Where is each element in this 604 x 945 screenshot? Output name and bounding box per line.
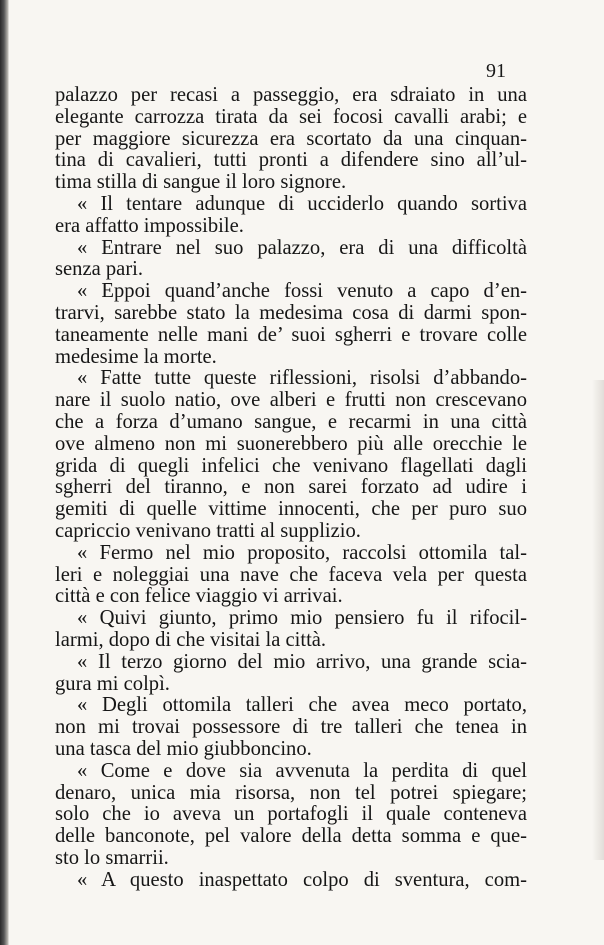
- text-line: « Quivi giunto, primo mio pensiero fu il rifocil-: [77, 607, 527, 630]
- text-line: elegante carrozza tirata da sei focosi cavalli arabi; e: [55, 105, 527, 128]
- text-line: « A questo inaspettato colpo di sventura, com-: [77, 868, 527, 891]
- text-line: delle banconote, pel valore della detta somma e que-: [55, 825, 527, 848]
- text-line: leri e noleggiai una nave che faceva vela per questa: [55, 563, 527, 586]
- text-line: larmi, dopo di che visitai la città.: [55, 628, 327, 651]
- text-line: « Degli ottomila talleri che avea meco portato,: [77, 694, 527, 717]
- text-line: « Il terzo giorno del mio arrivo, una grande scia-: [77, 650, 527, 673]
- text-line: sgherri del tiranno, e non sarei forzato ad udire i: [55, 476, 527, 499]
- book-spine-edge: [0, 0, 9, 945]
- text-line: tima stilla di sangue il loro signore.: [55, 171, 347, 194]
- text-line: medesime la morte.: [55, 345, 217, 368]
- text-line: una tasca del mio giubboncino.: [55, 737, 312, 760]
- text-line: sto lo smarrii.: [55, 846, 169, 869]
- text-line: che a forza d’umano sangue, e recarmi in una città: [55, 410, 527, 433]
- text-line: solo che io aveva un portafogli il quale conteneva: [55, 803, 527, 826]
- text-line: città e con felice viaggio vi arrivai.: [55, 585, 343, 608]
- text-line: tina di cavalieri, tutti pronti a difendere sino all’ul-: [55, 149, 527, 172]
- text-line: « Il tentare adunque di ucciderlo quando sortiva: [77, 192, 527, 215]
- text-line: senza pari.: [55, 258, 144, 281]
- page-number: 91: [486, 60, 506, 82]
- text-line: per maggiore sicurezza era scortato da una cinquan-: [55, 127, 527, 150]
- text-line: « Come e dove sia avvenuta la perdita di quel: [77, 759, 527, 782]
- text-line: nare il suolo natio, ove alberi e frutti non crescevano: [55, 389, 527, 412]
- text-line: non mi trovai possessore di tre talleri che tenea in: [55, 716, 527, 739]
- text-line: grida di quegli infelici che venivano flagellati dagli: [55, 454, 527, 477]
- text-line: gemiti di quelle vittime innocenti, che per puro suo: [55, 498, 527, 521]
- text-line: « Fermo nel mio proposito, raccolsi ottomila tal-: [77, 541, 527, 564]
- body-text: [55, 85, 527, 891]
- text-line: capriccio venivano tratti al supplizio.: [55, 519, 361, 542]
- text-line: denaro, unica mia risorsa, non tel potrei spiegare;: [55, 781, 527, 804]
- page-show-through-shadow: [592, 380, 604, 860]
- text-line: « Fatte tutte queste riflessioni, risolsi d’abbando-: [77, 367, 527, 390]
- text-line: gura mi colpì.: [55, 672, 170, 695]
- text-line: « Entrare nel suo palazzo, era di una difficoltà: [77, 236, 527, 259]
- text-line: taneamente nelle mani de’ suoi sgherri e trovare colle: [55, 323, 527, 346]
- text-line: « Eppoi quand’anche fossi venuto a capo d’en-: [77, 280, 527, 303]
- text-line: trarvi, sarebbe stato la medesima cosa di darmi spon-: [55, 301, 527, 324]
- text-line: palazzo per recasi a passeggio, era sdraiato in una: [55, 84, 527, 106]
- text-line: ove almeno non mi suonerebbero più alle orecchie le: [55, 432, 527, 455]
- text-line: era affatto impossibile.: [55, 214, 244, 237]
